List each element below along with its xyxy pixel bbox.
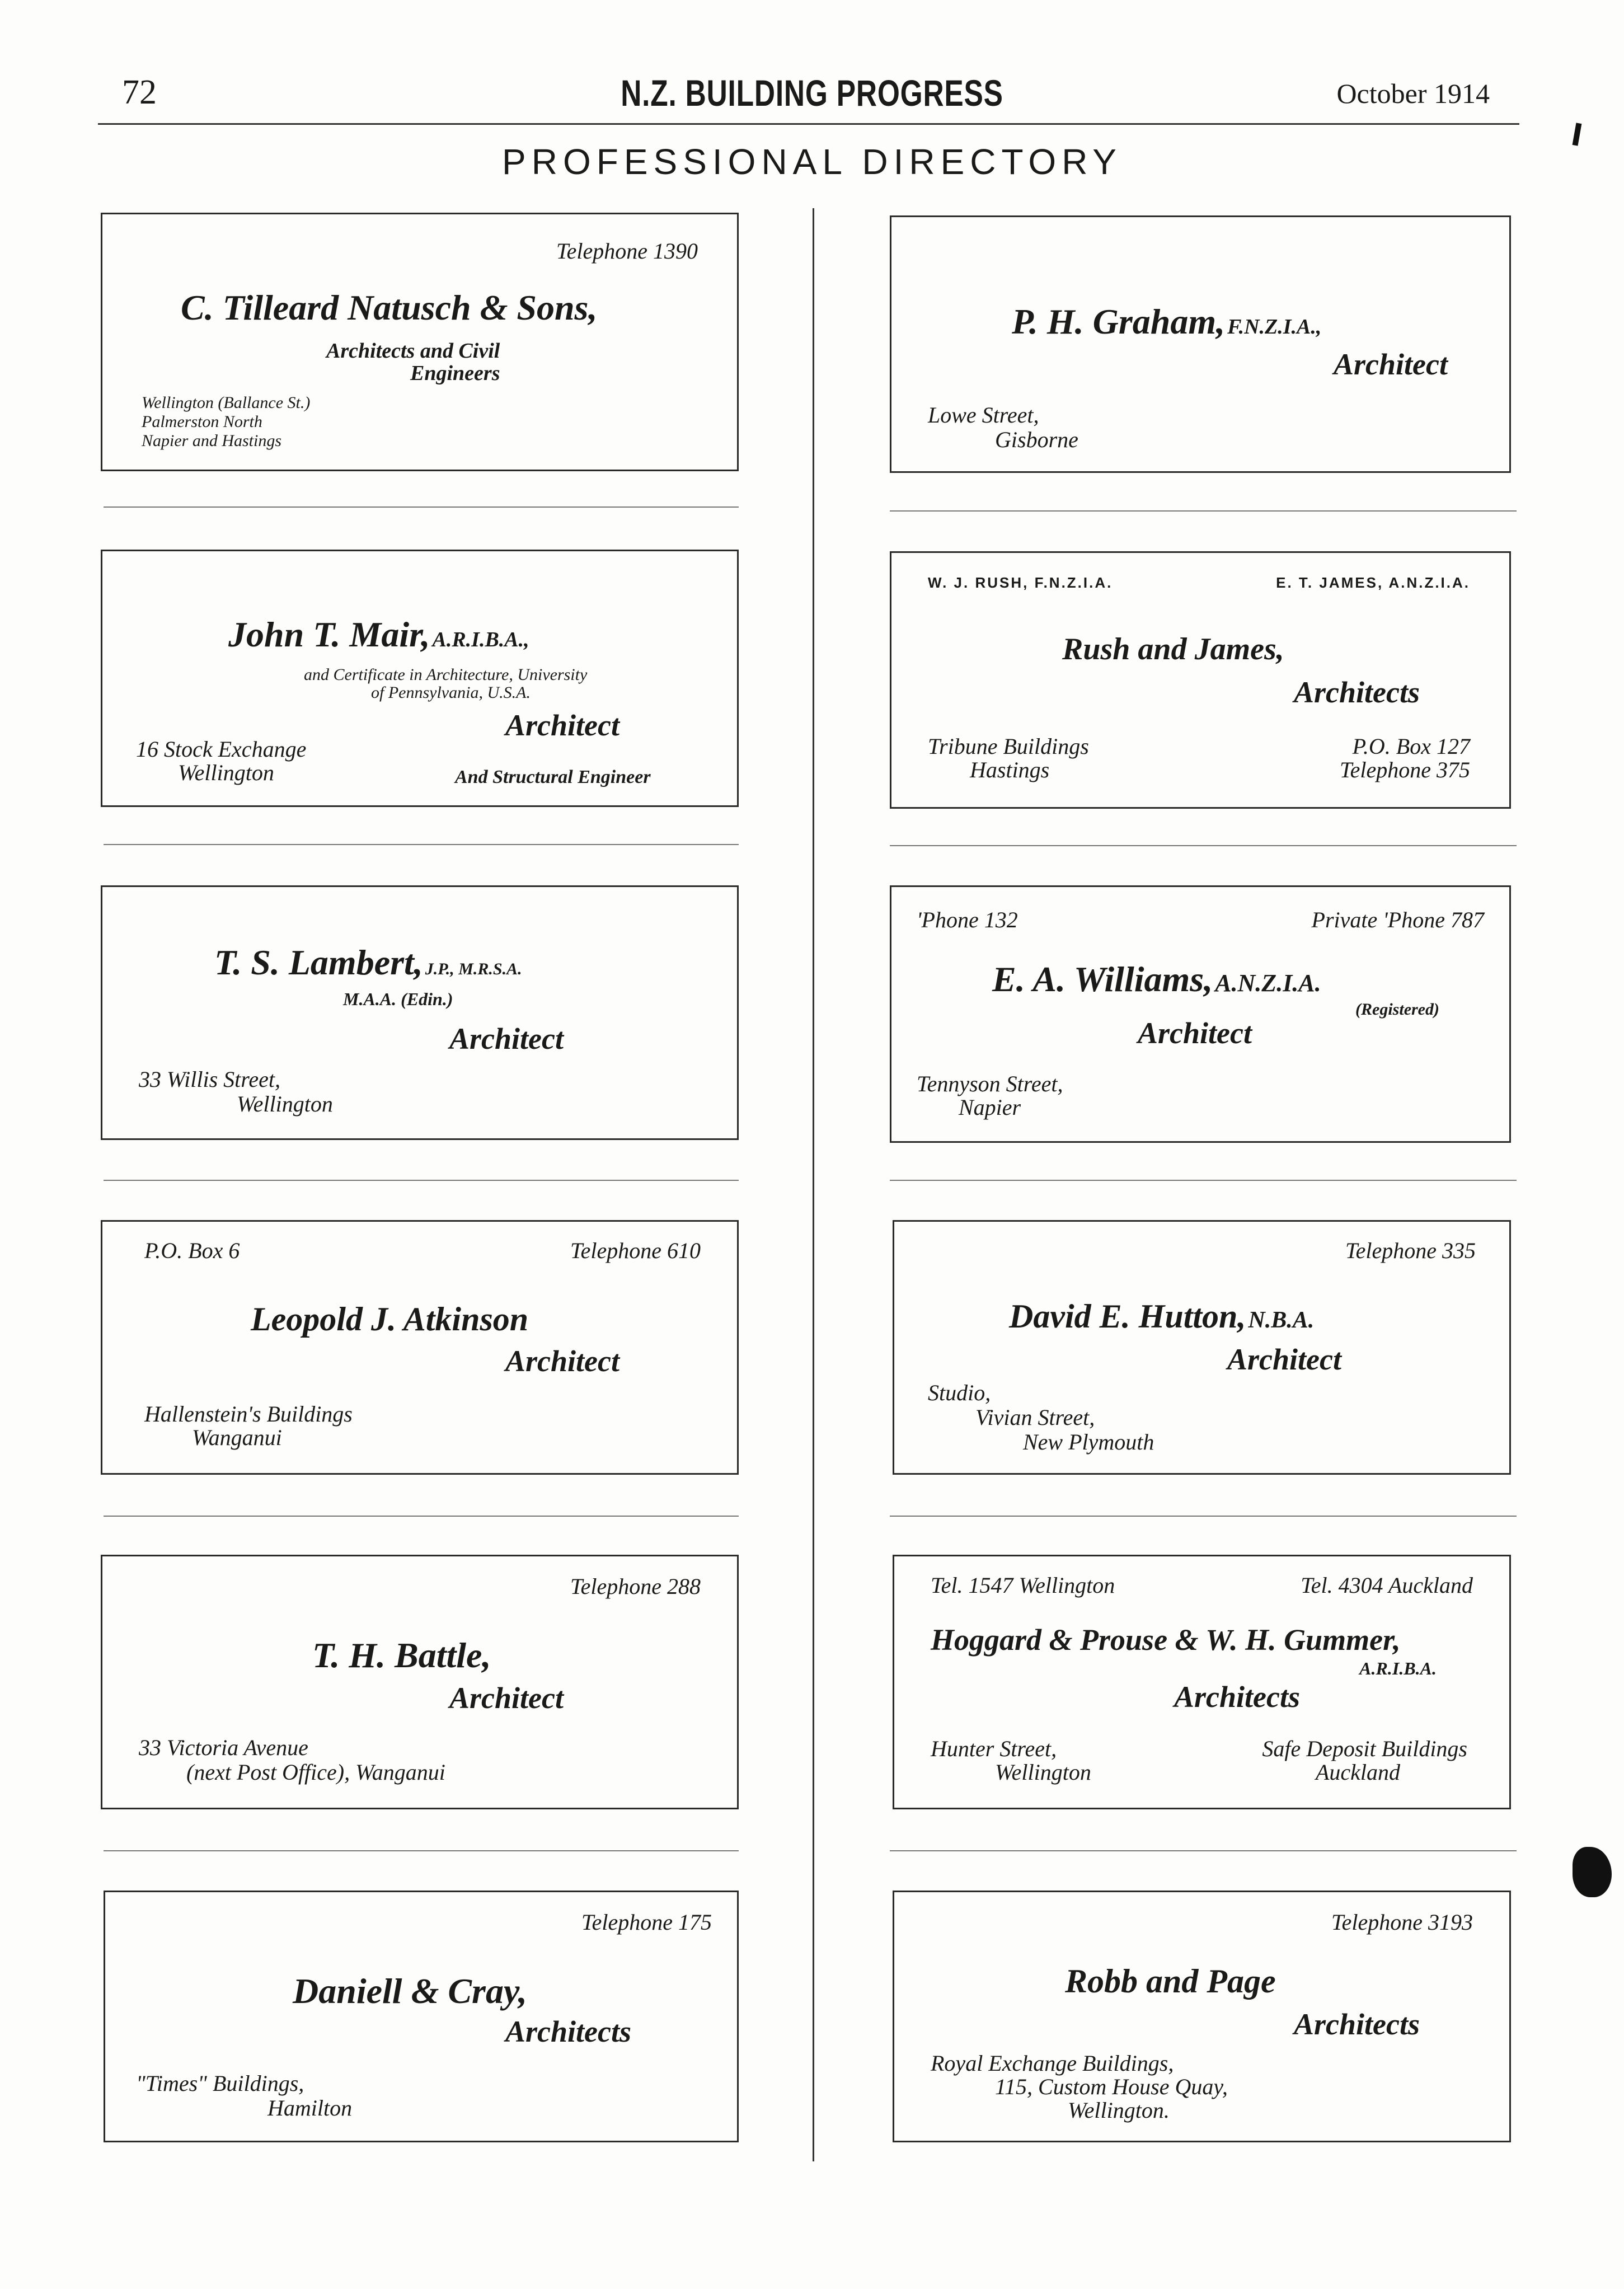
separator [890, 1180, 1517, 1181]
qualifications: N.B.A. [1248, 1307, 1315, 1333]
architect-name: T. H. Battle, [312, 1635, 491, 1675]
firm-name: Robb and Page [1065, 1963, 1276, 2000]
separator [890, 510, 1517, 512]
role: Architect [505, 1344, 619, 1378]
qualifications: A.N.Z.I.A. [1215, 969, 1321, 997]
address: Lowe Street, [928, 402, 1039, 428]
telephone: Telephone 610 [570, 1238, 701, 1263]
separator [104, 1180, 739, 1181]
address: Wellington [237, 1091, 333, 1117]
address: Hastings [970, 757, 1050, 782]
architect-name: E. A. Williams, [992, 959, 1213, 999]
address: Napier [959, 1095, 1021, 1120]
role: Architect [1227, 1343, 1341, 1376]
certificate: of Pennsylvania, U.S.A. [371, 683, 531, 702]
page-number: 72 [122, 73, 157, 111]
address: 16 Stock Exchange [136, 737, 307, 762]
address: New Plymouth [1023, 1429, 1154, 1455]
address: Safe Deposit Buildings [1262, 1736, 1467, 1761]
firm-name: C. Tilleard Natusch & Sons, [181, 288, 598, 327]
address: Tribune Buildings [928, 734, 1089, 759]
qualifications: F.N.Z.I.A., [1227, 315, 1322, 339]
telephone: Telephone 1390 [556, 238, 698, 264]
private-telephone: Private 'Phone 787 [1311, 907, 1484, 932]
address: Auckland [1315, 1760, 1400, 1785]
separator [104, 1516, 739, 1517]
architect-name: John T. Mair, [228, 615, 430, 654]
role: Architect [1138, 1016, 1252, 1050]
address: Hunter Street, [931, 1736, 1057, 1761]
telephone: Telephone 375 [1340, 757, 1470, 782]
role-secondary: And Structural Engineer [455, 767, 651, 787]
address: Tennyson Street, [917, 1071, 1063, 1096]
firm-name: Hoggard & Prouse & W. H. Gummer, [931, 1623, 1401, 1657]
architect-name-line [228, 614, 529, 655]
card-rush-james [890, 551, 1511, 809]
role: Architects and Civil [326, 339, 500, 363]
ink-blot [1573, 1847, 1612, 1897]
address: Studio, [928, 1380, 991, 1405]
certificate: and Certificate in Architecture, University [304, 665, 588, 684]
architect-name: P. H. Graham, [1012, 302, 1226, 341]
card-lambert [101, 885, 739, 1140]
issue-date: October 1914 [1336, 78, 1490, 109]
address: Hallenstein's Buildings [144, 1401, 353, 1427]
firm-name: Rush and James, [1062, 632, 1284, 667]
separator [890, 1516, 1517, 1517]
telephone: Tel. 1547 Wellington [931, 1573, 1115, 1598]
address: Gisborne [995, 427, 1078, 452]
address: Hamilton [267, 2095, 353, 2121]
architect-name-line [214, 942, 522, 983]
address: Wellington [178, 760, 274, 785]
card-graham [890, 215, 1511, 473]
card-mair [101, 550, 739, 807]
qualifications: M.A.A. (Edin.) [343, 989, 453, 1009]
address: Royal Exchange Buildings, [931, 2051, 1174, 2076]
card-atkinson [101, 1220, 739, 1475]
telephone: Tel. 4304 Auckland [1301, 1573, 1473, 1598]
architect-name: Leopold J. Atkinson [251, 1301, 529, 1338]
office: Napier and Hastings [142, 431, 282, 450]
role: Architect [449, 1681, 564, 1715]
card-williams [890, 885, 1511, 1143]
separator [890, 845, 1517, 846]
card-natusch [101, 213, 739, 471]
card-hoggard [893, 1555, 1511, 1809]
po-box: P.O. Box 127 [1352, 734, 1470, 759]
architect-name: David E. Hutton, [1009, 1298, 1246, 1335]
role: Architects [1174, 1680, 1300, 1714]
separator [104, 844, 739, 845]
separator [890, 1850, 1517, 1851]
qualifications: J.P., M.R.S.A. [425, 960, 522, 978]
role: Architects [1294, 2007, 1420, 2041]
firm-name: Daniell & Cray, [293, 1971, 527, 2011]
office: Palmerston North [142, 412, 262, 431]
telephone: Telephone 335 [1345, 1238, 1476, 1263]
telephone: Telephone 175 [581, 1910, 712, 1935]
address: (next Post Office), Wanganui [186, 1760, 445, 1785]
card-daniell [104, 1891, 739, 2142]
address: 33 Willis Street, [139, 1067, 280, 1092]
journal-title: N.Z. BUILDING PROGRESS [621, 72, 1003, 114]
architect-name: T. S. Lambert, [214, 942, 423, 982]
header-rule [98, 123, 1519, 125]
telephone: Telephone 288 [570, 1574, 701, 1599]
qualifications: A.R.I.B.A., [432, 628, 529, 651]
role: Architects [1294, 676, 1420, 709]
role: Architect [1334, 348, 1448, 381]
architect-name-line [1009, 1297, 1314, 1336]
address: "Times" Buildings, [136, 2071, 304, 2096]
telephone: Telephone 3193 [1331, 1910, 1473, 1935]
directory-title: PROFESSIONAL DIRECTORY [502, 142, 1122, 182]
role: Architects [505, 2015, 631, 2048]
address: Vivian Street, [975, 1405, 1095, 1430]
qualifications: A.R.I.B.A. [1359, 1658, 1437, 1678]
card-robb [893, 1891, 1511, 2142]
partner: E. T. JAMES, A.N.Z.I.A. [1276, 574, 1470, 591]
registered: (Registered) [1355, 1000, 1439, 1019]
card-battle [101, 1555, 739, 1809]
role: Engineers [410, 362, 500, 385]
address: 33 Victoria Avenue [139, 1735, 308, 1760]
architect-name-line [992, 959, 1321, 1000]
address: Wellington [995, 1760, 1091, 1785]
separator [104, 506, 739, 508]
column-divider [813, 208, 814, 2161]
address: Wellington. [1068, 2098, 1170, 2123]
telephone: 'Phone 132 [917, 907, 1018, 932]
office: Wellington (Ballance St.) [142, 393, 311, 412]
role: Architect [449, 1022, 564, 1056]
architect-name-line [1012, 301, 1321, 343]
separator [104, 1850, 739, 1851]
address: 115, Custom House Quay, [995, 2074, 1228, 2099]
address: Wanganui [192, 1425, 282, 1450]
po-box: P.O. Box 6 [144, 1238, 240, 1263]
card-hutton [893, 1220, 1511, 1475]
partner: W. J. RUSH, F.N.Z.I.A. [928, 574, 1113, 591]
role: Architect [505, 709, 619, 742]
